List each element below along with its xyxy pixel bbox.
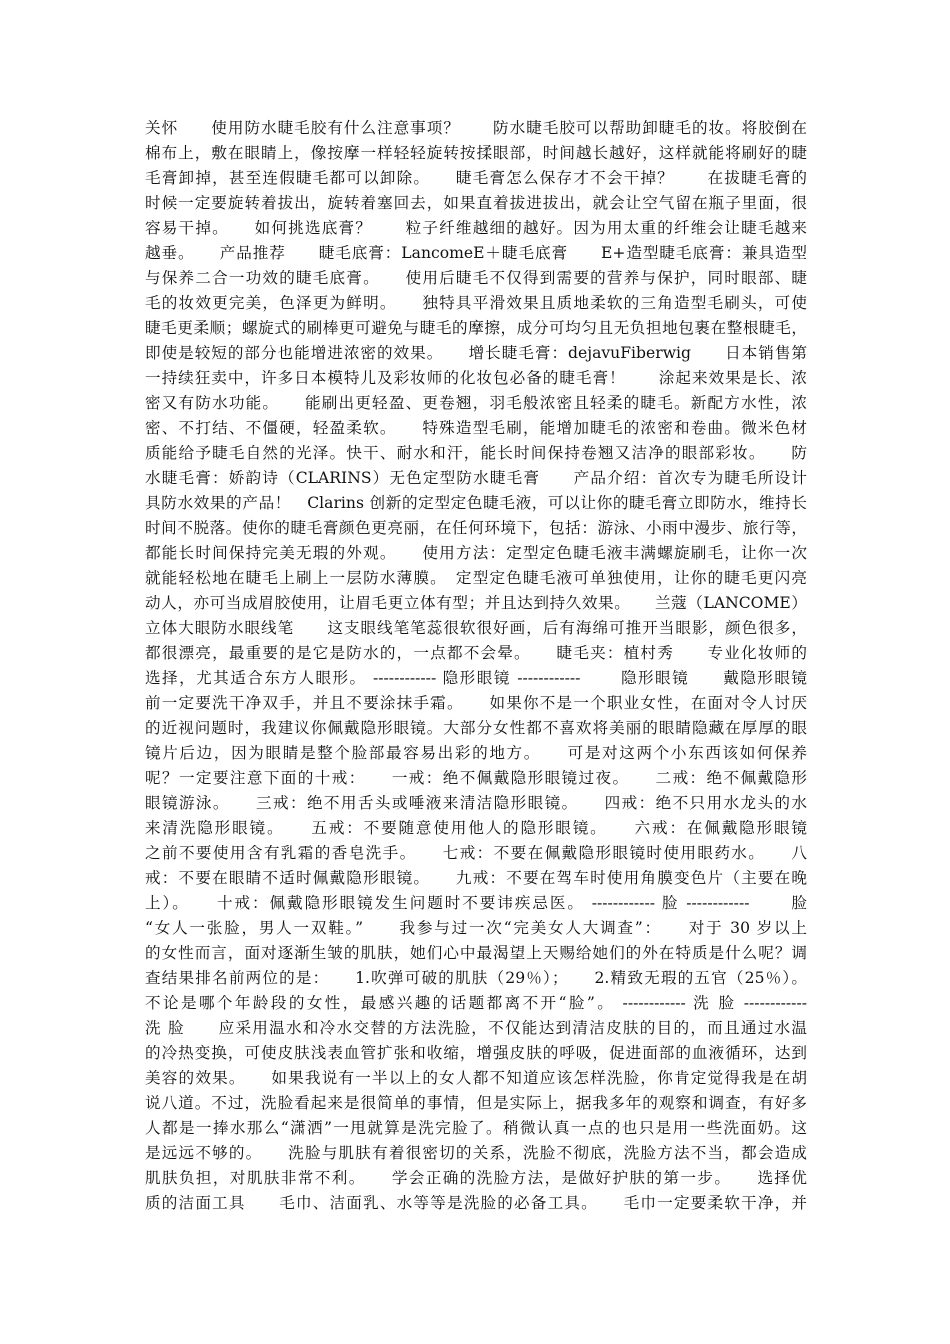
text-line: 之前不要使用含有乳霜的香皂洗手。 七戒：不要在佩戴隐形眼镜时使用眼药水。 八: [145, 844, 807, 862]
text-line: 立体大眼防水眼线笔 这支眼线笔笔蕊很软很好画，后有海绵可推开当眼影，颜色很多，: [145, 619, 807, 637]
text-line: 时候一定要旋转着拔出，旋转着塞回去，如果直着拔进拔出，就会让空气留在瓶子里面，很: [145, 194, 807, 212]
text-line: 的女性而言，面对逐渐生皱的肌肤，她们心中最渴望上天赐给她们的外在特质是什么呢？调: [145, 944, 807, 962]
text-line: “女人一张脸，男人一双鞋。” 我参与过一次“完美女人大调查”： 对于 30 岁以上: [145, 919, 807, 937]
text-line: 的近视问题时，我建议你佩戴隐形眼镜。大部分女性都不喜欢将美丽的眼睛隐藏在厚厚的眼: [145, 719, 807, 737]
text-line: 棉布上，敷在眼睛上，像按摩一样轻轻旋转按揉眼部，时间越长越好，这样就能将刷好的睫: [145, 144, 807, 162]
text-line: 即使是较短的部分也能增进浓密的效果。 增长睫毛膏：dejavuFiberwig 日本销售第: [145, 344, 807, 362]
text-line: 时间不脱落。使你的睫毛膏颜色更亮丽，在任何环境下，包括：游泳、小雨中漫步、旅行等，: [145, 519, 807, 537]
text-line: 的冷热变换，可使皮肤浅表血管扩张和收缩，增强皮肤的呼吸，促进面部的血液循环，达到: [145, 1044, 807, 1062]
text-line: 来清洗隐形眼镜。 五戒：不要随意使用他人的隐形眼镜。 六戒：在佩戴隐形眼镜: [145, 819, 807, 837]
text-line: 前一定要洗干净双手，并且不要涂抹手霜。 如果你不是一个职业女性，在面对令人讨厌: [145, 694, 807, 712]
text-line: 密又有防水功能。 能刷出更轻盈、更卷翘，羽毛般浓密且轻柔的睫毛。新配方水性，浓: [145, 394, 807, 412]
text-line: 密、不打结、不僵硬，轻盈柔软。 特殊造型毛刷，能增加睫毛的浓密和卷曲。微米色材: [145, 419, 807, 437]
text-line: 说八道。不过，洗脸看起来是很简单的事情，但是实际上，据我多年的观察和调查，有好多: [145, 1094, 807, 1112]
text-line: 都很漂亮，最重要的是它是防水的，一点都不会晕。 睫毛夹：植村秀 专业化妆师的: [145, 644, 807, 662]
text-line: 不论是哪个年龄段的女性，最感兴趣的话题都离不开“脸”。 ------------ 洗 脸 ------------: [145, 994, 807, 1012]
text-line: 查结果排名前两位的是： 1.吹弹可破的肌肤（29％）； 2.精致无瑕的五官（25％）。: [145, 969, 807, 987]
text-line: 关怀 使用防水睫毛胶有什么注意事项？ 防水睫毛胶可以帮助卸睫毛的妆。将胶倒在: [145, 119, 807, 137]
text-line: 就能轻松地在睫毛上刷上一层防水薄膜。 定型定色睫毛液可单独使用，让你的睫毛更闪亮: [145, 569, 807, 587]
text-line: 上）。 十戒：佩戴隐形眼镜发生问题时不要讳疾忌医。 ------------ 脸 ------------ 脸: [145, 894, 807, 912]
text-line: 动人，亦可当成眉胶使用，让眉毛更立体有型；并且达到持久效果。 兰蔻（LANCOME）: [145, 594, 807, 612]
text-line: 质的洁面工具 毛巾、洁面乳、水等等是洗脸的必备工具。 毛巾一定要柔软干净，并: [145, 1194, 807, 1212]
text-line: 睫毛更柔顺；螺旋式的刷棒更可避免与睫毛的摩擦，成分可均匀且无负担地包裹在整根睫毛，: [145, 319, 807, 337]
body-text: [145, 116, 807, 1216]
text-line: 水睫毛膏：娇韵诗（CLARINS）无色定型防水睫毛膏 产品介绍：首次专为睫毛所设计: [145, 469, 807, 487]
text-line: 具防水效果的产品！ Clarins 创新的定型定色睫毛液，可以让你的睫毛膏立即防水，维持长: [145, 494, 807, 512]
text-line: 戒：不要在眼睛不适时佩戴隐形眼镜。 九戒：不要在驾车时使用角膜变色片（主要在晚: [145, 869, 807, 887]
text-line: 是远远不够的。 洗脸与肌肤有着很密切的关系，洗脸不彻底，洗脸方法不当，都会造成: [145, 1144, 807, 1162]
text-line: 洗 脸 应采用温水和冷水交替的方法洗脸，不仅能达到清洁皮肤的目的，而且通过水温: [145, 1019, 807, 1037]
text-line: 选择，尤其适合东方人眼形。 ------------ 隐形眼镜 ------------ 隐形眼镜 戴隐形眼镜: [145, 669, 807, 687]
text-line: 越垂。 产品推荐 睫毛底膏：LancomeE＋睫毛底膏 E+造型睫毛底膏：兼具造型: [145, 244, 807, 262]
text-line: 呢？一定要注意下面的十戒： 一戒：绝不佩戴隐形眼镜过夜。 二戒：绝不佩戴隐形: [145, 769, 807, 787]
text-line: 眼镜游泳。 三戒：绝不用舌头或唾液来清洁隐形眼镜。 四戒：绝不只用水龙头的水: [145, 794, 807, 812]
text-line: 毛膏卸掉，甚至连假睫毛都可以卸除。 睫毛膏怎么保存才不会干掉？ 在拔睫毛膏的: [145, 169, 807, 187]
text-line: 都能长时间保持完美无瑕的外观。 使用方法：定型定色睫毛液丰满螺旋刷毛，让你一次: [145, 544, 807, 562]
text-line: 镜片后边，因为眼睛是整个脸部最容易出彩的地方。 可是对这两个小东西该如何保养: [145, 744, 807, 762]
text-line: 毛的妆效更完美，色泽更为鲜明。 独特具平滑效果且质地柔软的三角造型毛刷头，可使: [145, 294, 807, 312]
text-line: 容易干掉。 如何挑选底膏？ 粒子纤维越细的越好。因为用太重的纤维会让睫毛越来: [145, 219, 807, 237]
text-line: 质能给予睫毛自然的光泽。快干、耐水和汗，能长时间保持卷翘又洁净的眼部彩妆。 防: [145, 444, 807, 462]
text-line: 与保养二合一功效的睫毛底膏。 使用后睫毛不仅得到需要的营养与保护，同时眼部、睫: [145, 269, 807, 287]
text-line: 人都是一捧水那么“潇洒”一甩就算是洗完脸了。稍微认真一点的也只是用一些洗面奶。这: [145, 1119, 807, 1137]
text-line: 肌肤负担，对肌肤非常不利。 学会正确的洗脸方法，是做好护肤的第一步。 选择优: [145, 1169, 807, 1187]
text-line: 一持续狂卖中，许多日本模特儿及彩妆师的化妆包必备的睫毛膏！ 涂起来效果是长、浓: [145, 369, 807, 387]
text-line: 美容的效果。 如果我说有一半以上的女人都不知道应该怎样洗脸，你肯定觉得我是在胡: [145, 1069, 807, 1087]
